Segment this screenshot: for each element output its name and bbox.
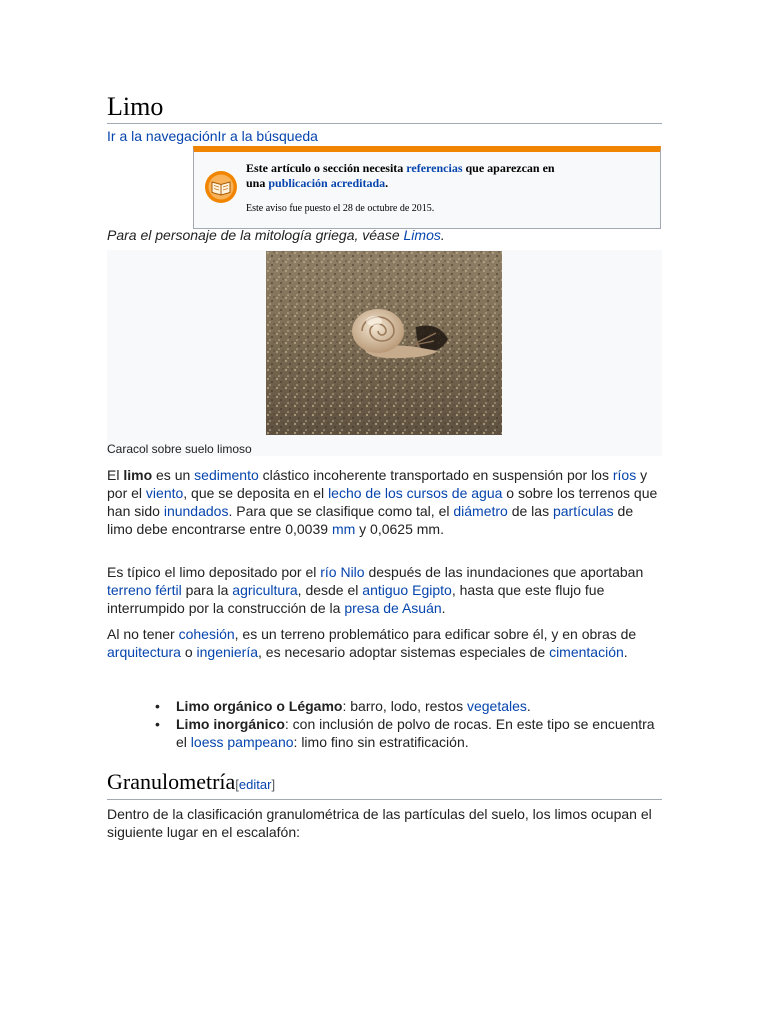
loess-pampeano-link[interactable]: loess pampeano — [190, 734, 294, 750]
notice-message: Este artículo o sección necesita referencias que aparezcan en una publicación acreditada. — [246, 161, 555, 190]
referencias-link[interactable]: referencias — [406, 161, 463, 175]
figure-caption: Caracol sobre suelo limoso — [107, 442, 252, 456]
lecho-link[interactable]: lecho de los cursos de agua — [328, 485, 503, 501]
vegetales-link[interactable]: vegetales — [466, 698, 527, 714]
paragraph-intro: El limo es un sedimento clástico incoherente transportado en suspensión por los ríos y por el viento, que se deposita en el lecho de los cursos de agua o sobre los terrenos que han sido inundados. Para que se clasifique como tal, el diámetro de las partículas de limo debe encontrarse entre 0,0039 mm y 0,0625 mm. — [107, 467, 658, 537]
terreno-fertil-link[interactable]: terreno fértil — [107, 582, 182, 598]
cohesion-link[interactable]: cohesión — [178, 626, 235, 642]
snail-photo[interactable] — [266, 251, 502, 435]
presa-asuan-link[interactable]: presa de Asuán — [344, 600, 442, 616]
viento-link[interactable]: viento — [145, 485, 184, 501]
rio-nilo-link[interactable]: río Nilo — [320, 564, 365, 580]
particulas-link[interactable]: partículas — [552, 503, 614, 519]
mm-link[interactable]: mm — [331, 521, 356, 537]
figure — [107, 250, 662, 456]
hatnote: Para el personaje de la mitología griega, véase Limos. — [107, 227, 445, 243]
inundados-link[interactable]: inundados — [163, 503, 229, 519]
rios-link[interactable]: ríos — [612, 467, 637, 483]
edit-section-link[interactable]: editar — [238, 777, 272, 792]
publicacion-acreditada-link[interactable]: publicación acreditada — [268, 176, 386, 190]
paragraph-granulometria: Dentro de la clasificación granulométrica de las partículas del suelo, los limos ocupan el siguiente lugar en el escalafón: — [107, 806, 652, 840]
paragraph-cohesion: Al no tener cohesión, es un terreno problemático para edificar sobre él, y en obras de arquitectura o ingeniería, es necesario adoptar sistemas especiales de cimentación. — [107, 626, 637, 660]
jump-to-search-link[interactable]: Ir a la búsqueda — [217, 128, 318, 144]
antiguo-egipto-link[interactable]: antiguo Egipto — [362, 582, 452, 598]
references-notice-box — [193, 146, 661, 229]
jump-links — [107, 127, 318, 145]
paragraph-nilo: Es típico el limo depositado por el río Nilo después de las inundaciones que aportaban terreno fértil para la agricultura, desde el antiguo Egipto, hasta que este flujo fue interrumpido por la construcción de la presa de Asuán. — [107, 564, 644, 616]
jump-to-navigation-link[interactable]: Ir a la navegación — [107, 128, 218, 144]
limos-link[interactable]: Limos — [403, 227, 441, 243]
bullet-icon: • — [155, 698, 160, 714]
sedimento-link[interactable]: sedimento — [194, 467, 259, 483]
bullet-icon: • — [155, 716, 160, 732]
book-icon — [204, 170, 238, 204]
ingenieria-link[interactable]: ingeniería — [196, 644, 259, 660]
section-heading: Granulometría[editar] — [107, 768, 662, 800]
agricultura-link[interactable]: agricultura — [232, 582, 298, 598]
diametro-link[interactable]: diámetro — [453, 503, 508, 519]
page-title: Limo — [107, 92, 662, 124]
arquitectura-link[interactable]: arquitectura — [107, 644, 181, 660]
list-item: • Limo inorgánico: con inclusión de polvo de rocas. En este tipo se encuentra el loess pampeano: limo fino sin estratificación. — [155, 716, 655, 750]
types-list — [107, 697, 662, 751]
notice-date: Este aviso fue puesto el 28 de octubre de 2015. — [246, 203, 435, 214]
cimentacion-link[interactable]: cimentación — [549, 644, 624, 660]
list-item: • Limo orgánico o Légamo: barro, lodo, restos vegetales. — [155, 698, 531, 714]
